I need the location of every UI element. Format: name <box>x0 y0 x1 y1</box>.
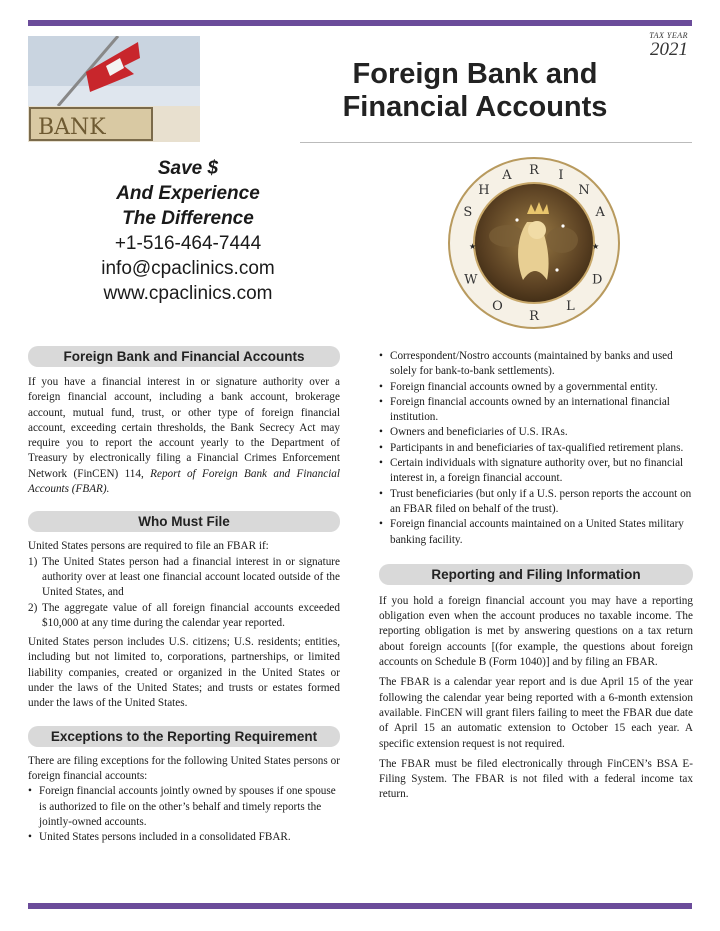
contact-email[interactable]: info@cpaclinics.com <box>101 258 275 279</box>
list-number: 2) <box>28 601 38 614</box>
list-item <box>28 601 340 632</box>
page-title <box>300 58 650 124</box>
title-divider <box>300 142 692 143</box>
logo-letter-top-6: A <box>595 205 605 221</box>
logo-letter-top-2: A <box>502 168 512 184</box>
list-item: • Owners and beneficiaries of U.S. IRAs. <box>379 425 693 440</box>
bottom-accent-bar <box>28 903 692 909</box>
contact-block <box>48 156 328 306</box>
logo-star-left: ★ <box>469 242 477 251</box>
logo-letter-bottom-0: W <box>464 272 478 288</box>
list-item: • Trust beneficiaries (but only if a U.S. person reports the account on an FBAR filed on behalf of the trust). <box>379 487 693 518</box>
list-item: • Certain individuals with signature authority over, but no financial interest in, a foreign financial account. <box>379 456 693 487</box>
exceptions-intro: There are filing exceptions for the following United States persons or foreign financial accounts: <box>28 754 340 782</box>
left-column <box>28 346 340 845</box>
logo-letter-top-0: S <box>463 205 473 221</box>
logo-star-right: ★ <box>592 242 600 251</box>
exceptions-list-right <box>379 349 693 548</box>
list-item: • Foreign financial accounts owned by an international financial institution. <box>379 395 693 426</box>
who-intro: United States persons are required to file an FBAR if: <box>28 540 269 553</box>
list-item: • Participants in and beneficiaries of tax-qualified retirement plans. <box>379 441 693 456</box>
tagline-3: The Difference <box>122 208 254 229</box>
list-item: • Foreign financial accounts maintained on a United States military banking facility. <box>379 517 693 548</box>
sharina-world-logo <box>447 156 621 330</box>
logo-letter-top-4: I <box>558 168 564 184</box>
tagline-2: And Experience <box>116 183 260 204</box>
tax-year-label: TAX YEAR <box>649 31 688 40</box>
fbar-form-name: Report of Foreign Bank and Financial Accounts (FBAR). <box>28 467 341 496</box>
section-heading-who: Who Must File <box>28 511 340 532</box>
reporting-p1: If you hold a foreign financial account you may have a reporting obligation even when the account produces no taxable income. The reporting obligation is met by answering questions on a tax return about foreign accounts [(for example, the questions about foreign accounts on Schedule B (Form 1040)] and by filing an FBAR. <box>379 594 693 669</box>
fbar-body-text: If you have a financial interest in or signature authority over a foreign financial account, including a bank account, brokerage account, mutual fund, trust, or other type of foreign financial account, exceeding certain thresholds, the Bank Secrecy Act may require you to report the account yearly to the Department of Treasury by electronically filing a Financial Crimes Enforcement Network (FinCEN) 114, <box>28 376 340 480</box>
list-number: 1) <box>28 555 38 568</box>
logo-letter-bottom-3: L <box>566 299 575 315</box>
list-item: • Foreign financial accounts jointly owned by spouses if one spouse is authorized to file on the other’s behalf and timely reports the jointly-owned accounts. <box>28 784 340 830</box>
top-accent-bar <box>28 20 692 26</box>
section-heading-reporting: Reporting and Filing Information <box>379 564 693 585</box>
section-heading-exceptions: Exceptions to the Reporting Requirement <box>28 726 340 747</box>
logo-letter-top-1: H <box>478 182 490 198</box>
logo-letter-bottom-4: D <box>591 272 603 288</box>
who-body-2: United States person includes U.S. citizens; U.S. residents; entities, including but not limited to, corporations, partnerships, or limited liability companies, created or organized in the United States or under the laws of the United States; and trusts or estates formed under the laws of the United States. <box>28 636 340 710</box>
right-column <box>379 349 693 803</box>
list-item: • Correspondent/Nostro accounts (maintained by banks and used solely for bank-to-bank settlements). <box>379 349 693 380</box>
reporting-p2: The FBAR is a calendar year report and is due April 15 of the year following the calendar year being reported with a 6-month extension available. FinCEN will grant filers failing to meet the FBAR due date of April 15 an automatic extension to October 15 each year. A specific extension request is not required. <box>379 676 693 750</box>
list-item: • United States persons included in a consolidated FBAR. <box>28 830 340 845</box>
tax-year-value: 2021 <box>650 39 688 60</box>
list-text: The aggregate value of all foreign financial accounts exceeded $10,000 at any time during the calendar year reported. <box>42 601 340 629</box>
bank-sign-image <box>28 36 200 142</box>
logo-letter-top-3: R <box>529 163 539 178</box>
list-text: The United States person had a financial interest in or signature authority over at least one financial account located outside of the United States, and <box>42 555 340 599</box>
tax-year-block <box>649 31 688 59</box>
list-item: • Foreign financial accounts owned by a governmental entity. <box>379 380 693 395</box>
section-heading-fbar: Foreign Bank and Financial Accounts <box>28 346 340 367</box>
list-item <box>28 555 340 601</box>
title-line-1: Foreign Bank and <box>352 58 598 90</box>
contact-website[interactable]: www.cpaclinics.com <box>103 283 273 304</box>
fbar-body <box>28 375 340 497</box>
logo-letter-bottom-2: R <box>529 309 539 324</box>
exceptions-list-left <box>28 784 340 845</box>
who-list <box>28 555 340 631</box>
contact-phone[interactable]: +1-516-464-7444 <box>114 233 262 254</box>
logo-letter-top-5: N <box>578 182 590 198</box>
bank-sign-text: BANK <box>38 115 106 140</box>
title-line-2: Financial Accounts <box>342 91 608 123</box>
tagline-1: Save $ <box>157 158 219 179</box>
logo-letter-bottom-1: O <box>492 299 503 315</box>
reporting-p3: The FBAR must be filed electronically through FinCEN’s BSA E-Filing System. The FBAR is not filed with a federal income tax return. <box>379 757 693 801</box>
